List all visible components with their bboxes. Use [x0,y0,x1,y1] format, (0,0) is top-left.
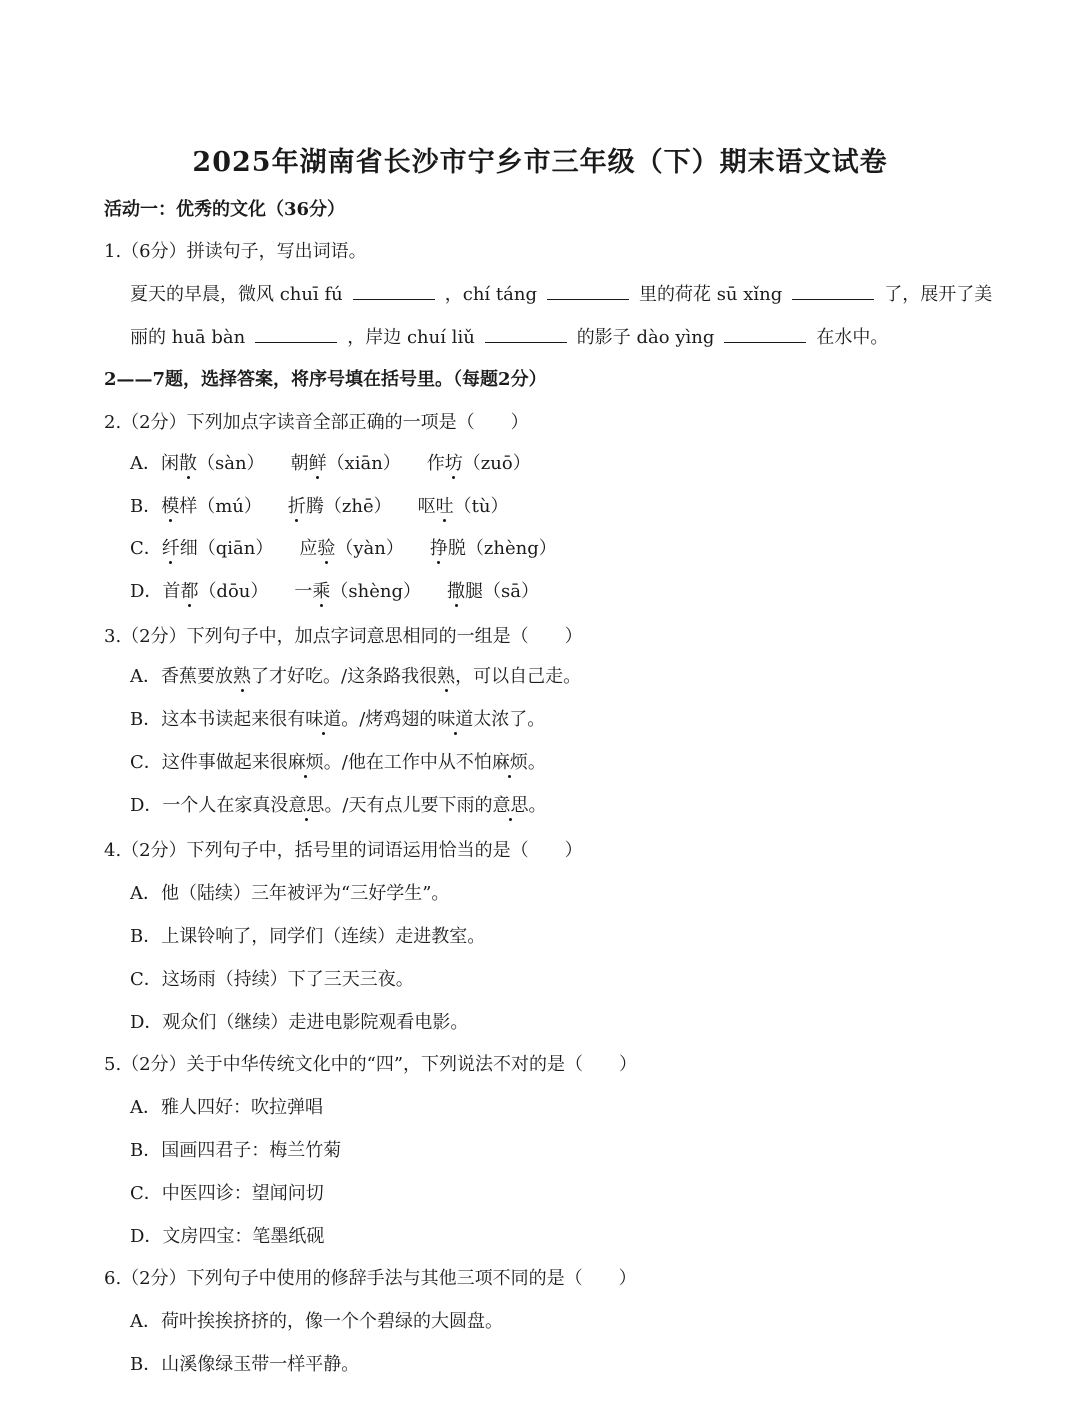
question-5-option-c: C．中医四诊：望闻问切 [130,1183,324,1204]
question-4-stem: 4.（2分）下列句子中，括号里的词语运用恰当的是（ ） [104,840,583,861]
choice-instruction: 2——7题，选择答案，将序号填在括号里。（每题2分） [104,369,547,390]
question-2-option-a: A．闲散（sàn） 朝鲜（xiān） 作坊（zuō） [130,453,531,474]
question-3-option-b: B．这本书读起来很有味道。/烤鸡翅的味道太浓了。 [130,709,546,730]
question-3-option-a: A．香蕉要放熟了才好吃。/这条路我很熟，可以自己走。 [130,666,582,687]
question-3-option-d: D．一个人在家真没意思。/天有点儿要下雨的意思。 [130,795,547,816]
question-5-stem: 5.（2分）关于中华传统文化中的“四”，下列说法不对的是（ ） [104,1054,638,1075]
answer-blank[interactable] [724,326,806,343]
question-5-option-d: D．文房四宝：笔墨纸砚 [130,1226,325,1247]
question-2-option-d: D．首都（dōu） 一乘（shèng） 撒腿（sā） [130,581,539,602]
question-1-line-1: 夏天的早晨，微风 chuī fú ，chí táng 里的荷花 sū xǐng 了，展开了美 [130,284,993,305]
question-4-option-a: A．他（陆续）三年被评为“三好学生”。 [130,883,450,904]
question-4-option-c: C．这场雨（持续）下了三天三夜。 [130,969,414,990]
question-6-stem: 6.（2分）下列句子中使用的修辞手法与其他三项不同的是（ ） [104,1268,637,1289]
question-2-option-b: B．模样（mú） 折腾（zhē） 呕吐（tù） [130,496,509,517]
answer-blank[interactable] [792,283,874,300]
section-heading: 活动一：优秀的文化（36分） [104,199,346,220]
question-1-stem: 1.（6分）拼读句子，写出词语。 [104,241,367,262]
question-6-option-b: B．山溪像绿玉带一样平静。 [130,1354,360,1375]
question-5-option-b: B．国画四君子：梅兰竹菊 [130,1140,342,1161]
answer-blank[interactable] [353,283,435,300]
question-4-option-d: D．观众们（继续）走进电影院观看电影。 [130,1012,469,1033]
question-2-option-c: C．纤细（qiān） 应验（yàn） 挣脱（zhèng） [130,538,557,559]
answer-blank[interactable] [485,326,567,343]
question-5-option-a: A．雅人四好：吹拉弹唱 [130,1097,323,1118]
question-3-stem: 3.（2分）下列句子中，加点字词意思相同的一组是（ ） [104,626,583,647]
question-1-line-2: 丽的 huā bàn ，岸边 chuí liǔ 的影子 dào yìng 在水中。 [130,327,889,348]
answer-blank[interactable] [547,283,629,300]
question-6-option-a: A．荷叶挨挨挤挤的，像一个个碧绿的大圆盘。 [130,1311,503,1332]
question-2-stem: 2.（2分）下列加点字读音全部正确的一项是（ ） [104,412,529,433]
question-4-option-b: B．上课铃响了，同学们（连续）走进教室。 [130,926,486,947]
answer-blank[interactable] [255,326,337,343]
exam-title: 2025年湖南省长沙市宁乡市三年级（下）期末语文试卷 [192,147,888,178]
question-3-option-c: C．这件事做起来很麻烦。/他在工作中从不怕麻烦。 [130,752,546,773]
